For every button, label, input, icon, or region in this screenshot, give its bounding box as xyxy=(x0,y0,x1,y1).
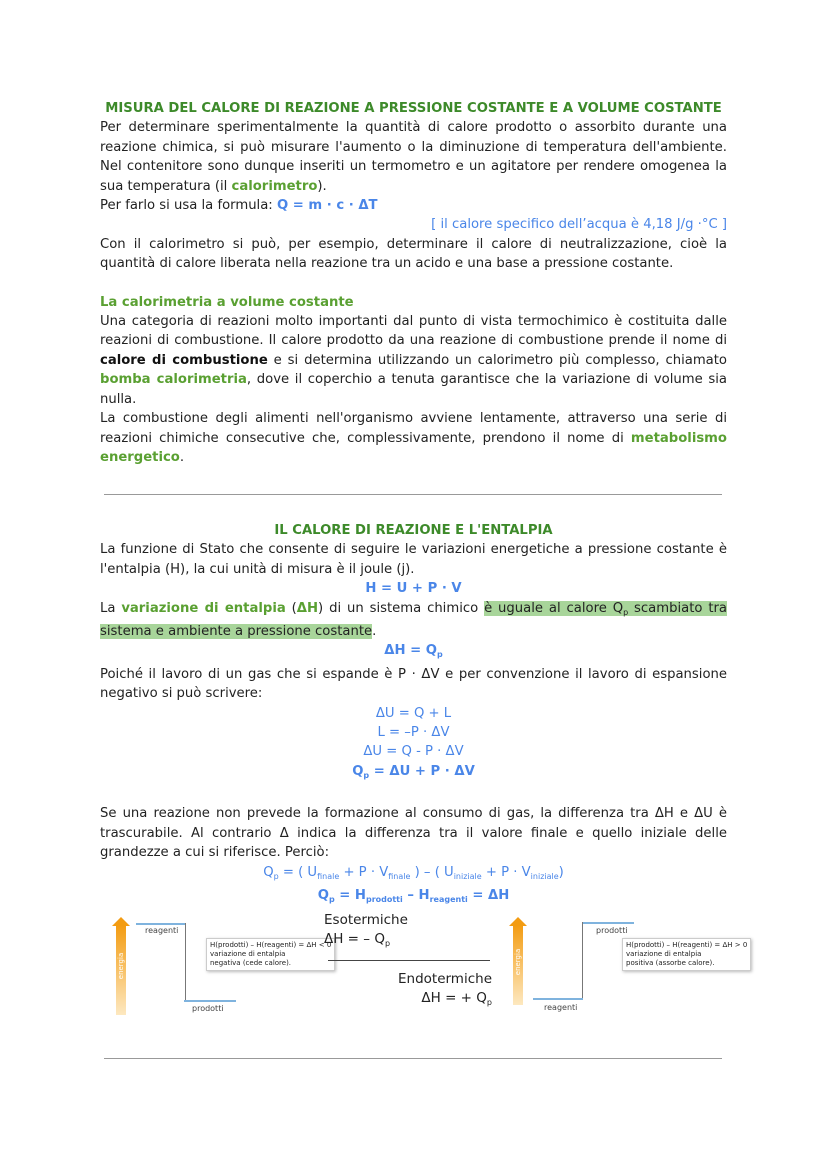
paragraph: Poiché il lavoro di un gas che si espande è P · ΔV e per convenzione il lavoro di espansione negativo si può scrivere: xyxy=(100,666,727,702)
text: ). xyxy=(317,178,327,194)
exothermic-label: Esotermiche ΔH = – $Q_p$ xyxy=(324,912,408,948)
section-title: MISURA DEL CALORE DI REAZIONE A PRESSIONE COSTANTE E A VOLUME COSTANTE xyxy=(105,101,722,116)
energy-label: energia xyxy=(514,948,523,976)
section-calorimetry xyxy=(100,99,727,467)
equation: ΔU = Q - P · ΔV xyxy=(363,744,464,760)
keyword: calorimetro xyxy=(231,178,318,194)
note: [ il calore specifico dell’acqua è 4,18 J/g ·°C ] xyxy=(431,217,727,233)
text: La xyxy=(100,600,122,616)
energy-label: energia xyxy=(117,952,126,980)
keyword: ΔH xyxy=(296,600,319,616)
level-connector xyxy=(582,922,583,998)
level-label: prodotti xyxy=(596,926,628,935)
keyword: metabolismo energetico xyxy=(100,430,727,465)
level-line xyxy=(533,998,583,1000)
paragraph xyxy=(100,118,727,196)
separator-line xyxy=(328,960,490,961)
keyword: bomba calorimetria xyxy=(100,372,247,388)
paragraph xyxy=(100,409,727,467)
text: . xyxy=(179,449,185,465)
equation: $Q_p = \Delta U + P \cdot \Delta V$ xyxy=(352,763,475,780)
text: e si determina utilizzando un calorimetro più complesso, chiamato xyxy=(267,352,727,368)
annotation-box: H(prodotti) – H(reagenti) = ΔH > 0 variazione di entalpia positiva (assorbe calore). xyxy=(622,938,751,971)
level-label: reagenti xyxy=(544,1003,578,1012)
endothermic-label: Endotermiche ΔH = + $Q_p$ xyxy=(397,971,492,1007)
paragraph xyxy=(100,599,727,642)
level-connector xyxy=(185,923,186,1001)
text: , dove il coperchio a tenuta garantisce che la variazione di volume sia nulla. xyxy=(100,372,727,407)
level-label: reagenti xyxy=(145,926,179,935)
annotation-box: H(prodotti) – H(reagenti) = ΔH < 0 variazione di entalpia negativa (cede calore). xyxy=(206,938,335,971)
text: La combustione degli alimenti nell'organismo avviene lentamente, attraverso una serie di reazioni chimiche consecutive che, complessivamente, prendono il nome di xyxy=(100,411,727,446)
text: ) di un sistema chimico xyxy=(318,600,485,616)
paragraph: La funzione di Stato che consente di seguire le variazioni energetiche a pressione costante è l'entalpia (H), la cui unità di misura è il joule (j). xyxy=(100,542,727,577)
text: . xyxy=(372,624,377,640)
level-line xyxy=(184,1000,236,1002)
formula: $\Delta H = Q_p$ xyxy=(384,643,443,660)
divider xyxy=(104,494,722,495)
text: Per determinare sperimentalmente la quantità di calore prodotto o assorbito durante una reazione chimica, si può misurare l'aumento o la diminuzione di temperatura dell'ambiente. Nel contenitore sono dunque inseriti un termometro e un agitatore per rendere omogenea la sua temperatura (il xyxy=(100,120,727,194)
level-label: prodotti xyxy=(192,1004,224,1013)
equation: $Q_p = H_{prodotti} - H_{reagenti} = \Delta H$ xyxy=(317,887,510,904)
paragraph: Con il calorimetro si può, per esempio, determinare il calore di neutralizzazione, cioè la quantità di calore liberata nella reazione tra un acido e una base a pressione costante. xyxy=(100,236,727,272)
keyword: calore di combustione xyxy=(100,352,268,368)
section-enthalpy xyxy=(100,521,727,909)
equation: L = –P · ΔV xyxy=(377,725,450,741)
level-line xyxy=(136,923,186,925)
paragraph xyxy=(100,196,727,215)
keyword: variazione di entalpia xyxy=(121,600,286,616)
equation: $Q_p$ = ( $U_{finale} + P \cdot V_{finale}$ ) – ( $U_{iniziale} + P \cdot V_{iniziale}$) xyxy=(263,864,564,881)
formula: Q = m · c · ΔT xyxy=(276,198,378,214)
text: Per farlo si usa la formula: xyxy=(100,198,277,214)
equation: ΔU = Q + L xyxy=(375,705,452,721)
text: Una categoria di reazioni molto importanti dal punto di vista termochimico è costituita dalle reazioni di combustione. Il calore prodotto da una reazione di combustione prende il nome di xyxy=(100,314,727,349)
level-line xyxy=(582,922,634,924)
paragraph xyxy=(100,312,727,409)
divider xyxy=(104,1058,722,1059)
paragraph: Se una reazione non prevede la formazione al consumo di gas, la differenza tra ΔH e ΔU è trascurabile. Al contrario Δ indica la differenza tra il valore finale e quello iniziale delle grandezze a cui si riferisce. Perciò: xyxy=(100,806,727,861)
formula: H = U + P · V xyxy=(365,581,462,597)
subsection-title: La calorimetria a volume costante xyxy=(100,294,354,310)
highlight: è uguale al calore $Q_p$ scambiato tra sistema e ambiente a pressione costante xyxy=(100,600,727,640)
text: ( xyxy=(285,600,297,616)
section-title: IL CALORE DI REAZIONE E L'ENTALPIA xyxy=(274,523,553,538)
